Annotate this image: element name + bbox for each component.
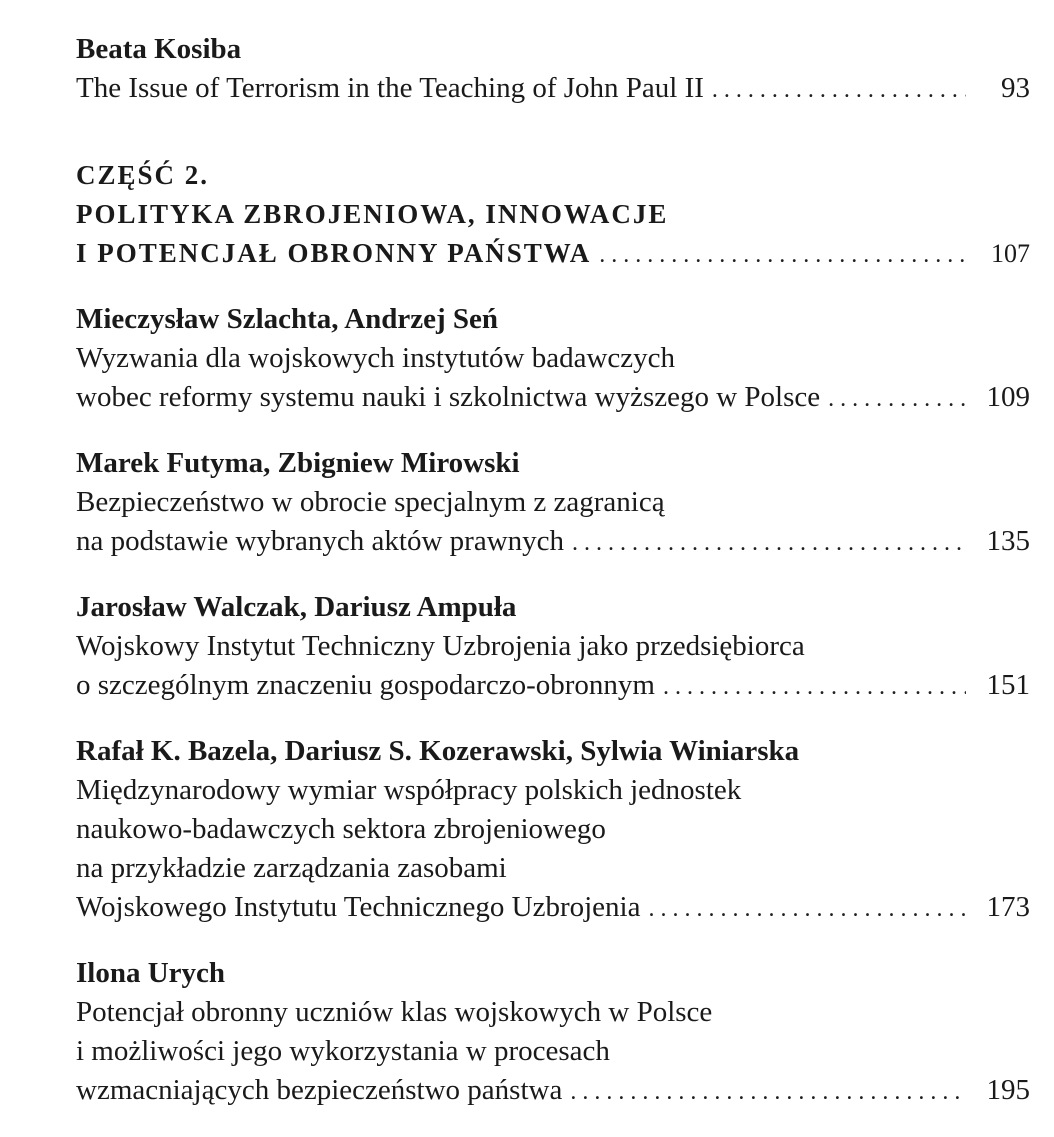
toc-entry	[76, 30, 1030, 108]
entry-title-text: wzmacniających bezpieczeństwo państwa	[76, 1074, 563, 1106]
entry-title-text: Wojskowego Instytutu Technicznego Uzbrojenia	[76, 891, 641, 923]
dot-leader	[599, 236, 966, 275]
entry-title-text: wobec reformy systemu nauki i szkolnictwa wyższego w Polsce	[76, 381, 821, 413]
toc-entry	[76, 954, 1030, 1110]
dot-leader	[712, 71, 966, 110]
section-page-number: 107	[991, 239, 1030, 268]
entry-page-number: 93	[1001, 72, 1030, 104]
entry-title-line	[76, 888, 1030, 927]
entry-title-line: i możliwości jego wykorzystania w procesach	[76, 1035, 610, 1067]
section-title-line	[76, 234, 1030, 273]
section-title-line: POLITYKA ZBROJENIOWA, INNOWACJE	[76, 199, 669, 229]
entry-title-line	[76, 522, 1030, 561]
entry-title-line: Międzynarodowy wymiar współpracy polskich jednostek	[76, 774, 742, 806]
table-of-contents	[76, 30, 1030, 1137]
entry-page-number: 109	[986, 381, 1030, 413]
dot-leader	[570, 1073, 966, 1112]
entry-author: Mieczysław Szlachta, Andrzej Seń	[76, 303, 499, 335]
entry-title-text: na podstawie wybranych aktów prawnych	[76, 525, 565, 557]
dot-leader	[648, 890, 966, 929]
entry-author: Beata Kosiba	[76, 33, 242, 65]
dot-leader	[663, 668, 966, 707]
entry-title-line: Bezpieczeństwo w obrocie specjalnym z zagranicą	[76, 486, 665, 518]
entry-title-text: The Issue of Terrorism in the Teaching of John Paul II	[76, 72, 704, 104]
entry-author: Marek Futyma, Zbigniew Mirowski	[76, 447, 520, 479]
entry-page-number: 173	[986, 891, 1030, 923]
dot-leader	[572, 524, 966, 563]
section-title-text: I POTENCJAŁ OBRONNY PAŃSTWA	[76, 238, 592, 268]
entry-page-number: 135	[986, 525, 1030, 557]
entry-author: Rafał K. Bazela, Dariusz S. Kozerawski, Sylwia Winiarska	[76, 735, 800, 767]
entry-title-line	[76, 69, 1030, 108]
toc-section-heading	[76, 156, 1030, 273]
entry-page-number: 195	[986, 1074, 1030, 1106]
toc-entry	[76, 300, 1030, 417]
entry-title-line	[76, 378, 1030, 417]
dot-leader	[828, 380, 966, 419]
entry-author: Jarosław Walczak, Dariusz Ampuła	[76, 591, 517, 623]
entry-title-line: Wyzwania dla wojskowych instytutów badawczych	[76, 342, 676, 374]
toc-entry	[76, 444, 1030, 561]
entry-title-line: Potencjał obronny uczniów klas wojskowych w Polsce	[76, 996, 713, 1028]
entry-title-line	[76, 1071, 1030, 1110]
entry-author: Ilona Urych	[76, 957, 226, 989]
entry-title-line: naukowo-badawczych sektora zbrojeniowego	[76, 813, 606, 845]
section-number: CZĘŚĆ 2.	[76, 160, 210, 190]
entry-title-line: na przykładzie zarządzania zasobami	[76, 852, 507, 884]
entry-page-number: 151	[986, 669, 1030, 701]
toc-entry	[76, 732, 1030, 927]
toc-entry	[76, 588, 1030, 705]
entry-title-line	[76, 666, 1030, 705]
entry-title-text: o szczególnym znaczeniu gospodarczo-obronnym	[76, 669, 655, 701]
entry-title-line: Wojskowy Instytut Techniczny Uzbrojenia jako przedsiębiorca	[76, 630, 805, 662]
